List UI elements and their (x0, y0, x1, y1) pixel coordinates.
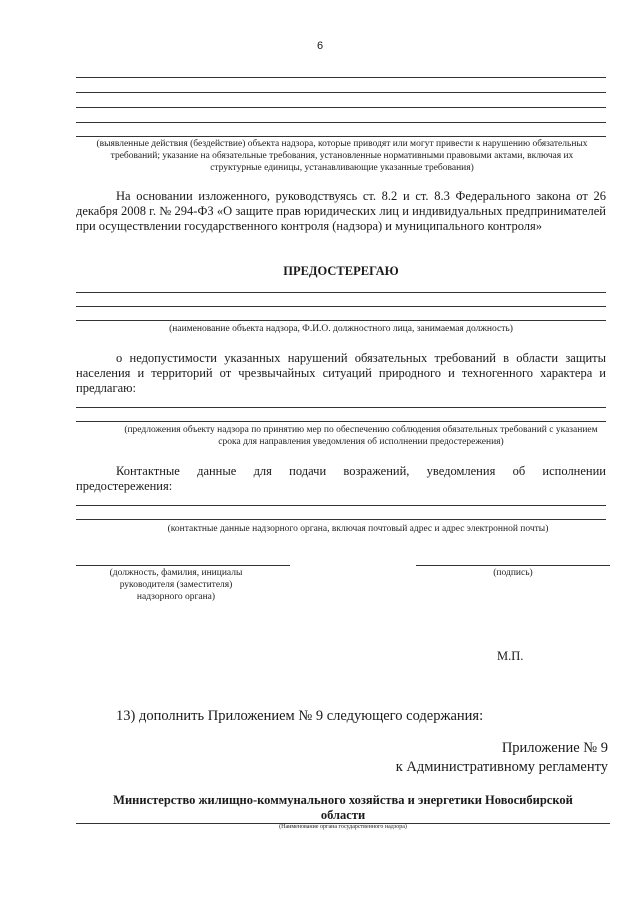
blank-line (76, 122, 606, 123)
ministry-name: Министерство жилищно-коммунального хозяйства и энергетики Новосибирской области (113, 793, 573, 822)
blank-line (76, 407, 606, 408)
blank-line (76, 92, 606, 93)
position-caption: (должность, фамилия, инициалы руководителя (заместителя) надзорного органа) (109, 568, 243, 602)
warning-heading: ПРЕДОСТЕРЕГАЮ (283, 264, 399, 278)
violations-caption: (выявленные действия (бездействие) объекта надзора, которые приводят или могут привести к нарушению обязательных требований; указание на обязательные требования, установленные нормативными правовыми актами, включая их структурные единицы, устанавливающие указанные требования) (96, 139, 588, 173)
basis-paragraph: На основании изложенного, руководствуясь ст. 8.2 и ст. 8.3 Федерального закона от 26 декабря 2008 г. № 294-ФЗ «О защите прав юридических лиц и индивидуальных предпринимателей при осуществлении государственного контроля (надзора) и муниципального контроля» (76, 189, 606, 233)
page-number: 6 (316, 40, 324, 52)
blank-line (76, 77, 606, 78)
blank-line (76, 320, 606, 321)
blank-line (76, 306, 606, 307)
position-line (76, 565, 290, 566)
blank-line (76, 519, 606, 520)
appendix-line-1: Приложение № 9 (501, 740, 608, 756)
contacts-caption: (контактные данные надзорного органа, включая почтовый адрес и адрес электронной почты) (167, 524, 549, 534)
contacts-paragraph: Контактные данные для подачи возражений, уведомления об исполнении предостережения: (76, 464, 606, 493)
blank-line (76, 505, 606, 506)
blank-line (76, 421, 606, 422)
blank-line (76, 136, 606, 137)
appendix-line-2: к Административному регламенту (395, 759, 608, 775)
stamp-place: М.П. (497, 649, 524, 663)
inadmissibility-paragraph: о недопустимости указанных нарушений обязательных требований в области защиты населения и территорий от чрезвычайных ситуаций природного и техногенного характера и предлагаю: (76, 351, 606, 395)
blank-line (76, 107, 606, 108)
amendment-text: 13) дополнить Приложением № 9 следующего содержания: (116, 708, 484, 724)
proposals-caption: (предложения объекту надзора по принятию мер по обеспечению соблюдения обязательных требований с указанием срока для направления уведомления об исполнении предостережения) (124, 425, 598, 447)
blank-line (76, 292, 606, 293)
authority-caption: (Наименование органа государственного надзора) (279, 824, 407, 830)
signature-caption: (подпись) (493, 568, 533, 578)
object-caption: (наименование объекта надзора, Ф.И.О. должностного лица, занимаемая должность) (169, 324, 513, 334)
signature-line (416, 565, 610, 566)
